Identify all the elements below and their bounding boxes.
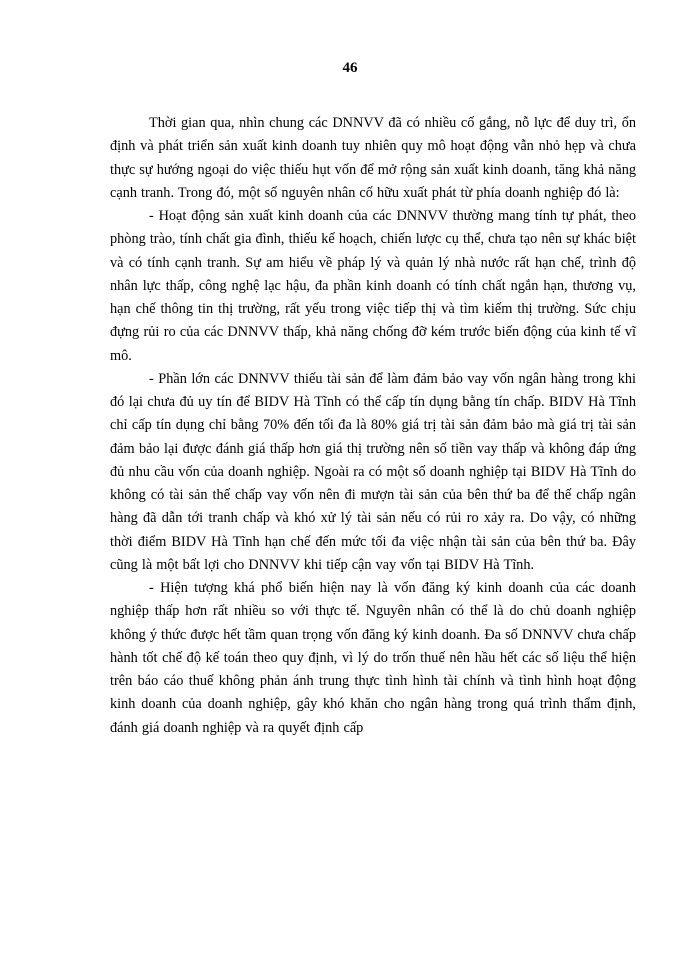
paragraph-intro: Thời gian qua, nhìn chung các DNNVV đã có nhiều cố gắng, nỗ lực để duy trì, ổn định và phát triển sản xuất kinh doanh tuy nhiên quy mô hoạt động vẫn nhỏ hẹp và chưa thực sự hướng ngoại do việc thiếu hụt vốn để mở rộng sản xuất kinh doanh, tăng khả năng cạnh tranh. Trong đó, một số nguyên nhân cố hữu xuất phát từ phía doanh nghiệp đó là: xyxy=(110,115,636,201)
page-number: 46 xyxy=(342,60,358,76)
paragraph-business-activity: - Hoạt động sản xuất kinh doanh của các DNNVV thường mang tính tự phát, theo phòng trào, tính chất gia đình, thiếu kế hoạch, chiến lược cụ thể, chưa tạo nên sự khác biệt và có tính cạnh tranh. Sự am hiểu về pháp lý và quản lý nhà nước rất hạn chế, trình độ nhân lực thấp, công nghệ lạc hậu, đa phần kinh doanh có tính chất ngắn hạn, thương vụ, hạn chế thông tin thị trường, rất yếu trong việc tiếp thị và tìm kiếm thị trường. Sức chịu đựng rủi ro của các DNNVV thấp, khả năng chống đỡ kém trước biến động của kinh tế vĩ mô. xyxy=(110,208,636,364)
paragraph-collateral: - Phần lớn các DNNVV thiếu tài sản để làm đảm bảo vay vốn ngân hàng trong khi đó lại chưa đủ uy tín để BIDV Hà Tĩnh có thể cấp tín dụng bằng tín chấp. BIDV Hà Tĩnh chỉ cấp tín dụng chỉ bằng 70% đến tối đa là 80% giá trị tài sản đảm bảo mà giá trị tài sản đảm bảo lại được đánh giá thấp hơn giá thị trường nên số tiền vay thấp và không đáp ứng đủ nhu cầu vốn của doanh nghiệp. Ngoài ra có một số doanh nghiệp tại BIDV Hà Tĩnh do không có tài sản thế chấp vay vốn nên đi mượn tài sản của bên thứ ba để thế chấp ngân hàng đã dẫn tới tranh chấp và khó xử lý tài sản nếu có rủi ro xảy ra. Do vậy, có những thời điểm BIDV Hà Tĩnh hạn chế đến mức tối đa việc nhận tài sản của bên thứ ba. Đây cũng là một bất lợi cho DNNVV khi tiếp cận vay vốn tại BIDV Hà Tĩnh. xyxy=(110,370,636,573)
body-text xyxy=(110,112,636,740)
paragraph-registered-capital: - Hiện tượng khá phổ biến hiện nay là vốn đăng ký kinh doanh của các doanh nghiệp thấp hơn rất nhiều so với thực tế. Nguyên nhân có thể là do chủ doanh nghiệp không ý thức được hết tầm quan trọng vốn đăng ký kinh doanh. Đa số DNNVV chưa chấp hành tốt chế độ kế toán theo quy định, vì lý do trốn thuế nên hầu hết các số liệu thể hiện trên báo cáo thuế không phản ánh trung thực tình hình tài chính và tình hình hoạt động kinh doanh của doanh nghiệp, gây khó khăn cho ngân hàng trong quá trình thẩm định, đánh giá doanh nghiệp và ra quyết định cấp xyxy=(110,580,636,736)
